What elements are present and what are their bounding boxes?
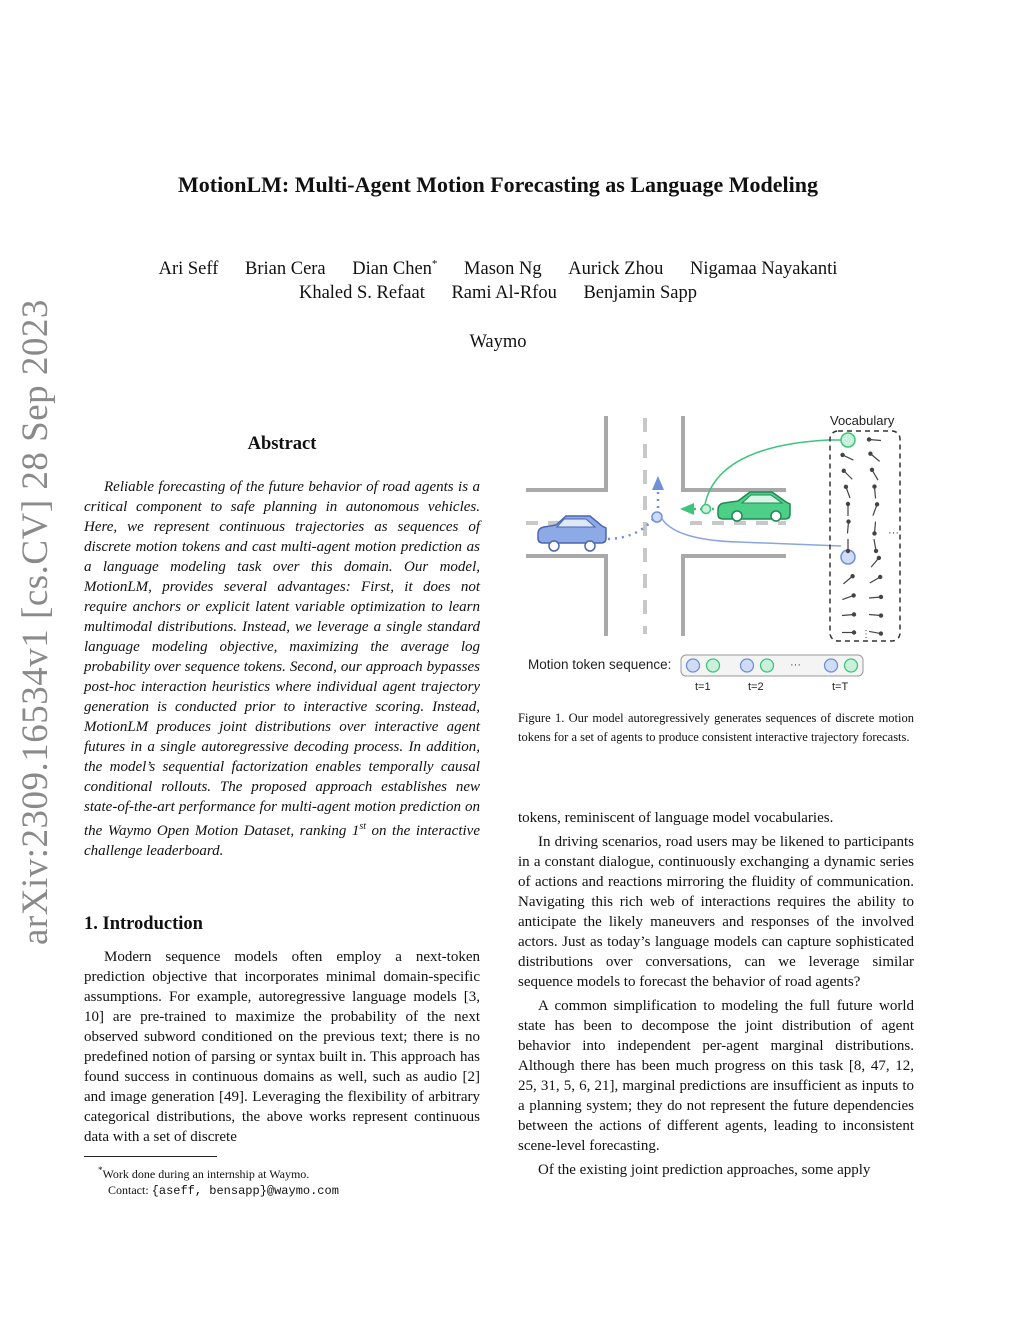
seq-token-blue-t1: [687, 659, 700, 672]
footnote-email: {aseff, bensapp}@waymo.com: [151, 1184, 339, 1198]
author: Mason Ng: [464, 259, 542, 280]
time-label-t2: t=2: [748, 681, 764, 693]
vocab-more-ellipsis: ···: [888, 527, 899, 539]
vocab-arrow-head: [879, 575, 882, 578]
vocab-arrow-head: [847, 520, 850, 523]
green-agent-token: [702, 505, 711, 514]
green-arrowhead-icon: [680, 503, 694, 515]
figure-1-diagram: [518, 406, 914, 696]
paper-title: MotionLM: Multi-Agent Motion Forecasting as Language Modeling: [178, 172, 818, 197]
footnote-line-2: [84, 1182, 480, 1199]
author: Aurick Zhou: [568, 259, 664, 280]
abstract-body: [84, 477, 480, 861]
vocab-arrow-head: [875, 503, 878, 506]
author: Rami Al-Rfou: [451, 283, 557, 303]
abstract-superscript: st: [359, 821, 367, 832]
vocab-arrow-head: [842, 469, 845, 472]
abstract-heading: Abstract: [247, 434, 317, 454]
seq-token-blue-t2: [741, 659, 754, 672]
blue-agent-token: [652, 512, 662, 522]
author: Ari Seff: [158, 259, 219, 280]
vocab-arrow-head: [879, 632, 882, 635]
seq-ellipsis: ···: [790, 659, 801, 671]
vocab-arrow-head: [879, 614, 882, 617]
right-paragraph-1: In driving scenarios, road users may be likened to participants in a constant dialogue, continuously exchanging a dynamic series of actions and reactions mirroring the fluidity of communication. Navigating this rich web of interactions requires the ability to anticipate the likely maneuvers and responses of the involved actors. Just as today’s language models can capture sophisticated distributions over conversations, can we leverage similar sequence models to forecast the behavior of road agents?: [518, 834, 914, 990]
author: Nigamaa Nayakanti: [689, 259, 838, 280]
vocab-arrow-head: [869, 452, 872, 455]
vocab-arrow-head: [879, 595, 882, 598]
vocab-arrow-head: [852, 613, 855, 616]
road-edge-bottom-right: [683, 556, 786, 636]
arxiv-identifier: arXiv:2309.16534v1 [cs.CV] 28 Sep 2023: [15, 299, 56, 945]
vocab-arrow-head: [870, 468, 873, 471]
right-paragraph-continuation: tokens, reminiscent of language model vocabularies.: [518, 810, 834, 826]
vocab-arrow-head: [852, 594, 855, 597]
author: Khaled S. Refaat: [298, 283, 425, 303]
footnote-text: Work done during an internship at Waymo.: [102, 1167, 310, 1181]
abstract-text-end: on the interactive challenge leaderboard.: [84, 823, 480, 859]
author: [352, 259, 437, 279]
blue-vocab-link: [661, 517, 841, 546]
vocab-arrow-head: [852, 631, 855, 634]
author-footnote-mark: *: [431, 258, 438, 270]
vocab-arrow-head: [867, 438, 870, 441]
vocab-arrow-head: [841, 453, 844, 456]
seq-token-green-t2: [761, 659, 774, 672]
green-car-icon: [718, 492, 790, 521]
figure-1-caption: Figure 1. Our model autoregressively generates sequences of discrete motion tokens for a set of agents to produce consistent interactive trajectory forecasts.: [518, 711, 914, 744]
vocab-arrow-head: [851, 575, 854, 578]
affiliation: Waymo: [469, 332, 527, 352]
authors-line-1: [0, 258, 996, 280]
seq-token-green-t1: [707, 659, 720, 672]
vocab-arrow-head: [844, 485, 847, 488]
right-column-text: [518, 808, 914, 1184]
vocab-arrow-head: [846, 549, 849, 552]
vocab-selected-green-token: [841, 433, 855, 447]
vocab-arrow-head: [846, 502, 849, 505]
footnote-mark: *: [98, 1165, 103, 1175]
authors-line-2: [0, 283, 996, 304]
vocab-vertical-ellipsis: ⋮: [861, 629, 871, 640]
footnote-line-1: [84, 1162, 480, 1182]
vocab-arrow-head: [873, 532, 876, 535]
vocab-arrow-head: [877, 556, 880, 559]
road-edge-top-right: [683, 416, 786, 490]
vocab-arrow-head: [873, 485, 876, 488]
intro-paragraph: Modern sequence models often employ a next-token prediction objective that incorporates minimal domain-specific assumptions. For example, autoregressive language models [3, 10] are pre-trained to maximize the probability of the next observed subword conditioned on the previous text; there is no predefined notion of parsing or syntax built in. This approach has found success in continuous domains as well, such as audio [2] and image generation [49]. Leveraging the flexibility of arbitrary categorical distributions, the above works represent continuous data with a set of discrete: [84, 949, 480, 1145]
blue-arrowhead-icon: [652, 476, 664, 490]
vocab-arrow-head: [874, 549, 877, 552]
footnote-rule: [84, 1156, 217, 1157]
author-name: Dian Chen: [352, 259, 432, 280]
right-paragraph-2: A common simplification to modeling the full future world state has been to decompose the joint distribution of agent behavior into independent per-agent marginal distributions. Although there has been much progress on this task [8, 47, 12, 25, 31, 5, 6, 21], marginal predictions are insufficient as inputs to a planning system; they do not represent the future dependencies between the actions of different agents, leading to inconsistent scene-level forecasting.: [518, 998, 914, 1154]
blue-agent-trajectory: [608, 518, 654, 539]
footnote: [84, 1162, 480, 1199]
seq-token-green-tT: [845, 659, 858, 672]
road-edge-top-left: [526, 416, 606, 490]
author: Benjamin Sapp: [583, 283, 698, 303]
road-edge-bottom-left: [526, 556, 606, 636]
time-label-tT: t=T: [832, 681, 849, 693]
author: Brian Cera: [245, 259, 326, 280]
motion-token-sequence-label: Motion token sequence:: [528, 657, 672, 672]
vocab-token-arrows: [841, 438, 883, 635]
footnote-contact-label: Contact:: [108, 1183, 152, 1197]
seq-token-blue-tT: [825, 659, 838, 672]
right-paragraph-3: Of the existing joint prediction approaches, some apply: [538, 1162, 871, 1178]
abstract-text: Reliable forecasting of the future behavior of road agents is a critical component to safe planning in autonomous vehicles. Here, we represent continuous trajectories as sequences of discrete motion tokens and cast multi-agent motion prediction as a language modeling task over this domain. Our model, MotionLM, provides several advantages: First, it does not require anchors or explicit latent variable optimization to learn multimodal distributions. Instead, we leverage a single standard language modeling objective, maximizing the average log probability over sequence tokens. Second, our approach bypasses post-hoc interaction heuristics where individual agent trajectory generation is conducted prior to interactive scoring. Instead, MotionLM produces joint distributions over interactive agent futures in a single autoregressive decoding process. In addition, the model’s sequential factorization enables temporally causal conditional rollouts. The proposed approach establishes new state-of-the-art performance for multi-agent motion prediction on the Waymo Open Motion Dataset, ranking 1: [84, 479, 480, 839]
vocabulary-label: Vocabulary: [830, 413, 895, 428]
section-heading-introduction: 1. Introduction: [84, 914, 203, 934]
time-label-t1: t=1: [695, 681, 711, 693]
